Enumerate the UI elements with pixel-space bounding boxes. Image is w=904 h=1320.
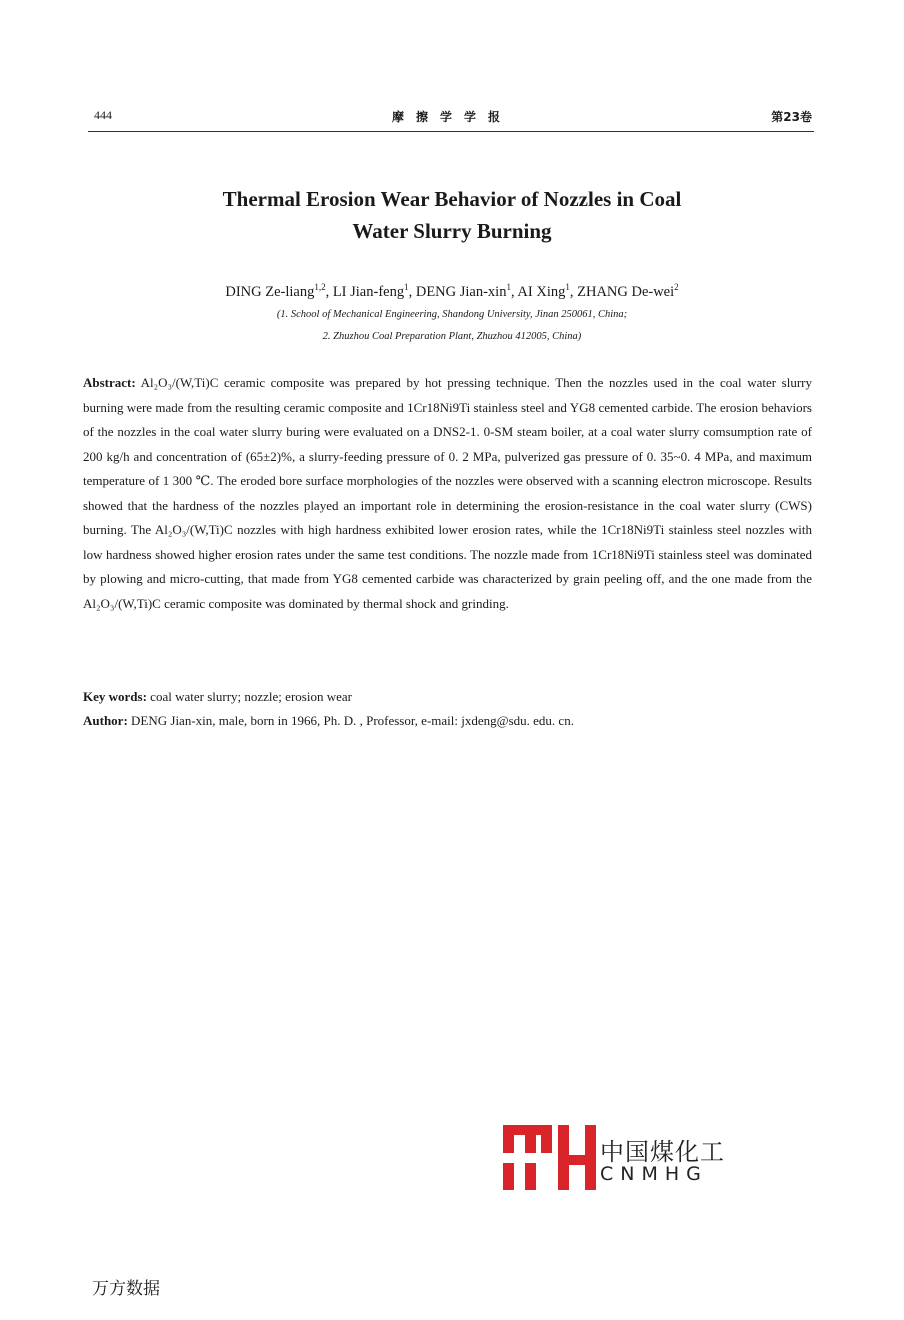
author-affil-mark: 1 [506, 282, 511, 292]
author-name: LI Jian-feng [332, 283, 405, 300]
footer-watermark: 万方数据 [92, 1279, 160, 1299]
logo-en-text: CNMHG [600, 1163, 708, 1185]
author-affil-mark: 1,2 [314, 282, 326, 292]
author-name: ZHANG De-wei [577, 283, 675, 300]
author-affil-mark: 1 [404, 282, 409, 292]
affiliation-1: (1. School of Mechanical Engineering, Shandong University, Jinan 250061, China; [276, 309, 628, 320]
abstract-text: Al₂O₃/(W,Ti)C ceramic composite was prepared by hot pressing technique. Then the nozzles used in the coal water slurry burning were made from the resulting ceramic composite and 1Cr18Ni9Ti stainless steel and YG8 cemented carbide. The erosion behaviors of the nozzles in the coal water slurry buring were evaluated on a DNS2-1. 0-SM steam boiler, at a coal water slurry comsumption rate of 200 kg/h and concentration of (65±2)%, a slurry-feeding pressure of 0. 2 MPa, pulverized gas pressure of 0. 35~0. 4 MPa, and maximum temperature of 1 300 ℃. The eroded bore surface morphologies of the nozzles were observed with a scanning electron microscope. Results showed that the hardness of the nozzles played an important role in determining the erosion-resistance in the coal water slurry (CWS) burning. The Al₂O₃/(W,Ti)C nozzles with high hardness exhibited lower erosion rates, while the 1Cr18Ni9Ti stainless steel nozzles with low hardness showed higher erosion rates under the same test conditions. The nozzle made from 1Cr18Ni9Ti stainless steel was dominated by plowing and micro-cutting, that made from YG8 cemented carbide was characterized by grain peeling off, and the one made from the Al₂O₃/(W,Ti)C ceramic composite was dominated by thermal shock and grinding. [83, 375, 812, 611]
paper-title [0, 183, 904, 247]
author-note-label: Author: [83, 713, 128, 728]
author-list: DING Ze-liang$^{1,2}$, LI Jian-feng$^1$, DENG Jian-xin$^1$, AI Xing$^1$, ZHANG De-wei$^2$ [225, 282, 679, 300]
author-affil-mark: 2 [674, 282, 679, 292]
author-note [83, 713, 812, 729]
author-name: AI Xing [517, 283, 566, 300]
author-note-text: DENG Jian-xin, male, born in 1966, Ph. D. , Professor, e-mail: jxdeng@sdu. edu. cn. [131, 713, 574, 728]
author-name: DENG Jian-xin [415, 283, 507, 300]
author-name: DING Ze-liang [225, 283, 315, 300]
keywords-label: Key words: [83, 689, 147, 704]
keywords-text: coal water slurry; nozzle; erosion wear [150, 689, 352, 704]
header-rule [88, 131, 814, 132]
title-line-1: Thermal Erosion Wear Behavior of Nozzles in Coal [222, 187, 682, 211]
title-line-2: Water Slurry Burning [352, 219, 552, 243]
author-affil-mark: 1 [565, 282, 570, 292]
affiliation-2: 2. Zhuzhou Coal Preparation Plant, Zhuzhou 412005, China) [322, 331, 582, 342]
journal-name: 摩擦学学报 [391, 110, 512, 124]
volume-label: 第23卷 [771, 110, 812, 124]
page-number: 444 [94, 108, 112, 122]
abstract [83, 371, 812, 616]
keywords [83, 689, 812, 705]
abstract-label: Abstract: [83, 375, 136, 390]
logo-cn-text: 中国煤化工 [600, 1138, 725, 1166]
